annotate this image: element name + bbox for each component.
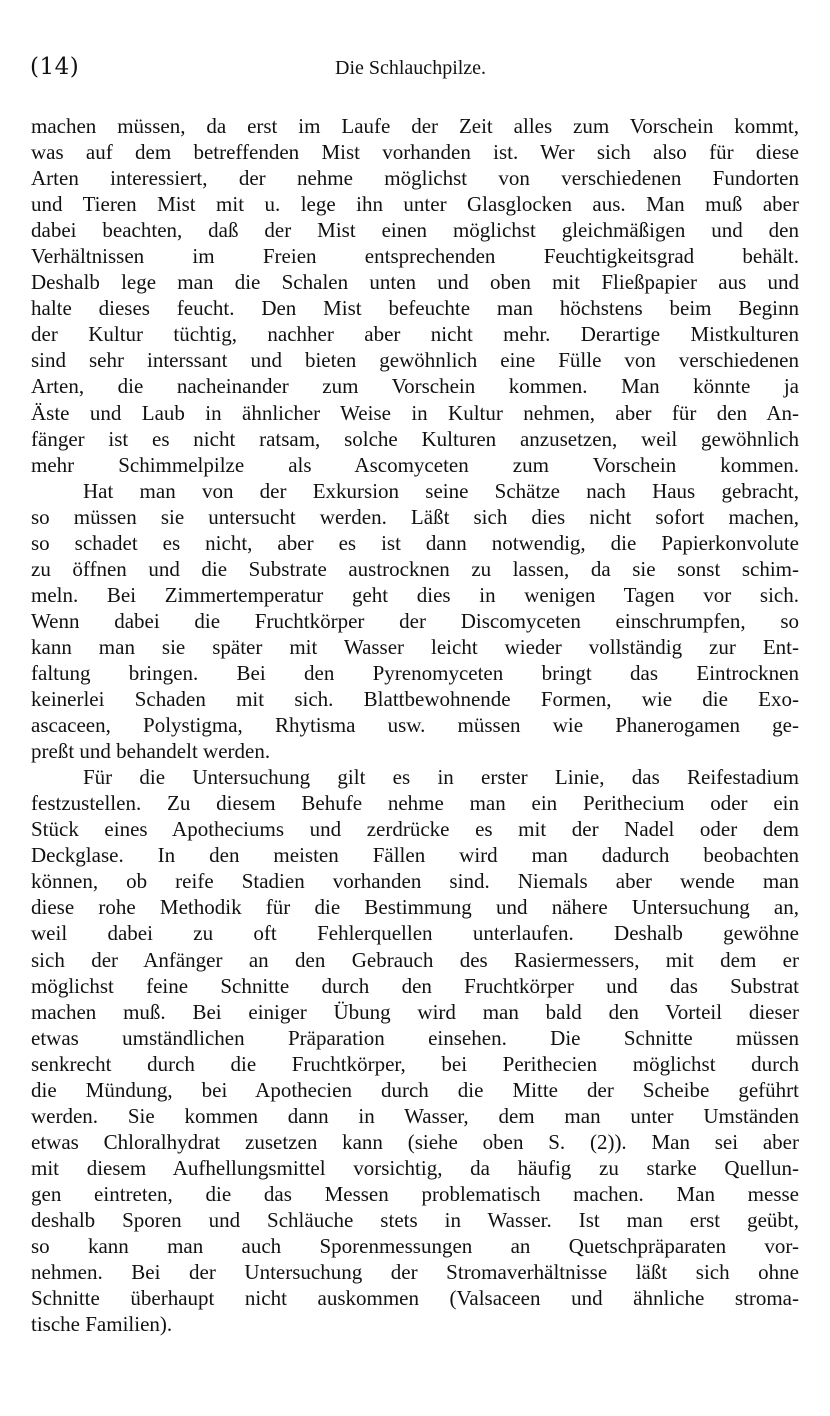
- text-line: tische Familien).: [31, 1312, 173, 1337]
- text-line: mehr Schimmelpilze als Ascomyceten zum Vorschein kommen.: [31, 452, 799, 477]
- text-line: Wenn dabei die Fruchtkörper der Discomyceten einschrumpfen, so: [31, 608, 799, 633]
- text-line: Verhältnissen im Freien entsprechenden Feuchtigkeitsgrad behält.: [31, 244, 799, 269]
- text-line: Schnitte überhaupt nicht auskommen (Valsaceen und ähnliche stroma-: [31, 1286, 799, 1311]
- text-line: mit diesem Aufhellungsmittel vorsichtig, da häufig zu starke Quellun-: [31, 1155, 799, 1180]
- text-line: diese rohe Methodik für die Bestimmung und nähere Untersuchung an,: [31, 895, 799, 920]
- text-line: können, ob reife Stadien vorhanden sind. Niemals aber wende man: [31, 869, 799, 894]
- text-line: Deshalb lege man die Schalen unten und oben mit Fließpapier aus und: [31, 270, 799, 295]
- text-line: gen eintreten, die das Messen problematisch machen. Man messe: [31, 1181, 799, 1206]
- text-line: kann man sie später mit Wasser leicht wieder vollständig zur Ent-: [31, 634, 799, 659]
- body-text: [31, 113, 799, 1337]
- text-line: der Kultur tüchtig, nachher aber nicht mehr. Derartige Mistkulturen: [31, 322, 799, 347]
- running-title: Die Schlauchpilze.: [335, 57, 487, 79]
- text-line: meln. Bei Zimmertemperatur geht dies in wenigen Tagen vor sich.: [31, 582, 799, 607]
- text-line: Stück eines Apotheciums und zerdrücke es mit der Nadel oder dem: [31, 817, 799, 842]
- text-line: so schadet es nicht, aber es ist dann notwendig, die Papierkonvolute: [31, 530, 799, 555]
- text-line: deshalb Sporen und Schläuche stets in Wasser. Ist man erst geübt,: [31, 1207, 799, 1232]
- text-line: keinerlei Schaden mit sich. Blattbewohnende Formen, wie die Exo-: [31, 687, 799, 712]
- text-line: Arten, die nacheinander zum Vorschein kommen. Man könnte ja: [31, 374, 799, 399]
- text-line: werden. Sie kommen dann in Wasser, dem man unter Umständen: [31, 1103, 799, 1128]
- text-line: preßt und behandelt werden.: [31, 739, 271, 764]
- text-line: senkrecht durch die Fruchtkörper, bei Perithecien möglichst durch: [31, 1051, 799, 1076]
- text-line: weil dabei zu oft Fehlerquellen unterlaufen. Deshalb gewöhne: [31, 921, 799, 946]
- text-line: dabei beachten, daß der Mist einen möglichst gleichmäßigen und den: [31, 218, 799, 243]
- text-line: fänger ist es nicht ratsam, solche Kulturen anzusetzen, weil gewöhnlich: [31, 426, 799, 451]
- page-number: (14): [30, 54, 80, 80]
- text-line: machen müssen, da erst im Laufe der Zeit alles zum Vorschein kommt,: [31, 114, 799, 138]
- text-line: etwas Chloralhydrat zusetzen kann (siehe oben S. (2)). Man sei aber: [31, 1129, 799, 1154]
- text-line: nehmen. Bei der Untersuchung der Stromaverhältnisse läßt sich ohne: [31, 1260, 799, 1285]
- text-line: Hat man von der Exkursion seine Schätze nach Haus gebracht,: [83, 478, 799, 503]
- text-line: so müssen sie untersucht werden. Läßt sich dies nicht sofort machen,: [31, 504, 799, 529]
- text-line: Arten interessiert, der nehme möglichst von verschiedenen Fundorten: [31, 166, 799, 191]
- text-line: etwas umständlichen Präparation einsehen. Die Schnitte müssen: [31, 1025, 799, 1050]
- running-head: [30, 54, 800, 88]
- text-line: zu öffnen und die Substrate austrocknen zu lassen, da sie sonst schim-: [31, 556, 799, 581]
- text-line: halte dieses feucht. Den Mist befeuchte man höchstens beim Beginn: [31, 296, 799, 321]
- text-line: ascaceen, Polystigma, Rhytisma usw. müssen wie Phanerogamen ge-: [31, 713, 799, 738]
- text-line: und Tieren Mist mit u. lege ihn unter Glasglocken aus. Man muß aber: [31, 192, 799, 217]
- text-line: was auf dem betreffenden Mist vorhanden ist. Wer sich also für diese: [31, 140, 799, 165]
- text-line: sich der Anfänger an den Gebrauch des Rasiermessers, mit dem er: [31, 947, 799, 972]
- text-line: sind sehr interssant und bieten gewöhnlich eine Fülle von verschiedenen: [31, 348, 799, 373]
- text-line: machen muß. Bei einiger Übung wird man bald den Vorteil dieser: [31, 999, 799, 1024]
- text-line: Deckglase. In den meisten Fällen wird man dadurch beobachten: [31, 843, 799, 868]
- text-line: faltung bringen. Bei den Pyrenomyceten bringt das Eintrocknen: [31, 660, 799, 685]
- text-line: so kann man auch Sporenmessungen an Quetschpräparaten vor-: [31, 1234, 799, 1259]
- text-line: die Mündung, bei Apothecien durch die Mitte der Scheibe geführt: [31, 1077, 799, 1102]
- text-line: Äste und Laub in ähnlicher Weise in Kultur nehmen, aber für den An-: [31, 400, 799, 425]
- text-line: möglichst feine Schnitte durch den Fruchtkörper und das Substrat: [31, 973, 799, 998]
- text-line: Für die Untersuchung gilt es in erster Linie, das Reifestadium: [83, 765, 799, 790]
- text-line: festzustellen. Zu diesem Behufe nehme man ein Perithecium oder ein: [31, 791, 799, 816]
